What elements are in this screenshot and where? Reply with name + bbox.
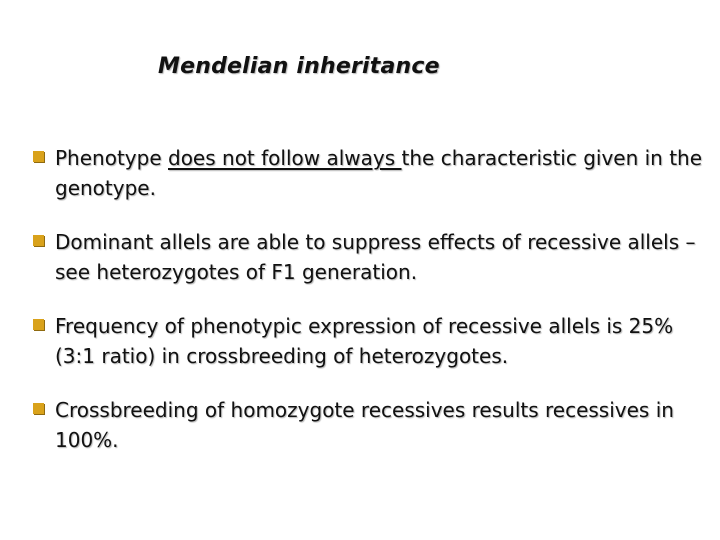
square-bullet-icon — [33, 151, 44, 162]
bullet-1-underlined-text: does not follow always — [168, 146, 402, 170]
bullet-item-1 — [33, 143, 703, 203]
bullet-list — [33, 143, 703, 455]
square-bullet-icon — [33, 235, 44, 246]
square-bullet-icon — [33, 403, 44, 414]
bullet-item-4 — [33, 395, 703, 455]
bullet-item-2 — [33, 227, 703, 287]
bullet-2-text: Dominant allels are able to suppress effects of recessive allels – see heterozygotes of F1 generation. — [55, 230, 696, 284]
bullet-3-text: Frequency of phenotypic expression of recessive allels is 25% (3:1 ratio) in crossbreeding of heterozygotes. — [55, 314, 674, 368]
bullet-1-text-start: Phenotype — [55, 146, 168, 170]
bullet-item-3 — [33, 311, 703, 371]
square-bullet-icon — [33, 319, 44, 330]
bullet-1-text-end: the characteristic given in the genotype. — [55, 146, 703, 200]
slide-title: Mendelian inheritance — [158, 54, 440, 79]
bullet-4-text: Crossbreeding of homozygote recessives results recessives in 100%. — [55, 398, 674, 452]
